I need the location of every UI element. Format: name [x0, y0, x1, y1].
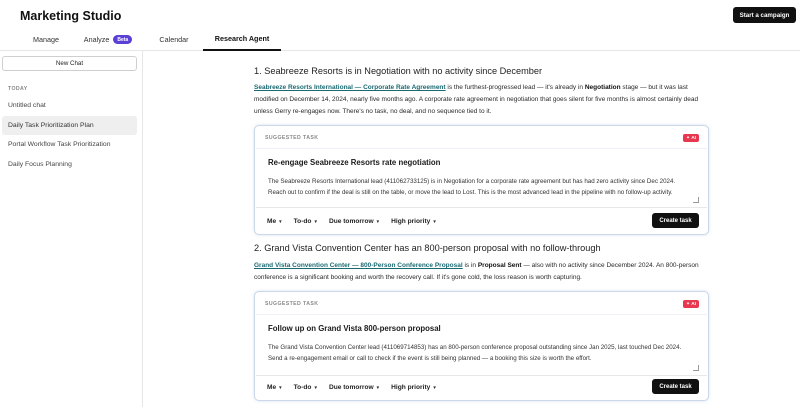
create-task-button[interactable]: Create task — [652, 213, 699, 228]
caret-down-icon: ▼ — [278, 384, 283, 390]
new-chat-button[interactable]: New Chat — [2, 56, 137, 71]
card-label: SUGGESTED TASK — [265, 135, 319, 141]
caret-down-icon: ▼ — [375, 384, 381, 390]
task-description[interactable]: The Seabreeze Resorts International lead (411062733125) is in Negotiation for a corporate rate agreement but has had zero activity since Dec 2024. Reach out to confirm if the deal is still on the table, or move the lead to Lost. This is the most advanced lead in the pipeline with no follow-up activity. — [268, 178, 676, 196]
tab-analyze[interactable] — [80, 28, 136, 51]
due-date-dropdown[interactable]: Due tomorrow ▼ — [328, 383, 381, 391]
suggested-task-card — [254, 125, 709, 235]
suggested-task-card — [254, 291, 709, 401]
caret-down-icon: ▼ — [432, 218, 437, 224]
caret-down-icon: ▼ — [313, 384, 318, 390]
assignee-dropdown[interactable]: Me ▼ — [267, 217, 283, 225]
section-paragraph: Seabreeze Resorts International — Corporate Rate Agreement is the furthest-progressed lead — it's already in Negotiation stage — but it was last modified on December 14, 2024, nearly five months ago. A corporate rate agreement in negotiation that goes silent for five months is almost certainly dead unless Gerry re-engages now. There's no task, no deal, and no sequence tied to it. — [254, 84, 699, 115]
lead-link[interactable]: Grand Vista Convention Center — 800-Person Conference Proposal — [254, 262, 463, 269]
section-heading: 2. Grand Vista Convention Center has an 800-person proposal with no follow-through — [254, 243, 601, 253]
section-heading: 1. Seabreeze Resorts is in Negotiation with no activity since December — [254, 66, 543, 76]
ai-badge: ✦ AI — [683, 134, 699, 142]
tab-calendar[interactable] — [152, 28, 196, 51]
start-campaign-button[interactable]: Start a campaign — [733, 7, 796, 23]
assignee-dropdown[interactable]: Me ▼ — [267, 383, 283, 391]
caret-down-icon: ▼ — [375, 218, 381, 224]
app-title: Marketing Studio — [20, 9, 122, 23]
sidebar-section-heading: TODAY — [8, 86, 28, 92]
resize-handle-icon[interactable] — [693, 197, 699, 203]
task-title[interactable]: Re-engage Seabreeze Resorts rate negotiation — [268, 158, 441, 167]
caret-down-icon: ▼ — [432, 384, 437, 390]
create-task-button[interactable]: Create task — [652, 379, 699, 394]
ai-badge: ✦ AI — [683, 300, 699, 308]
beta-badge: Beta — [113, 35, 132, 44]
tab-label: Manage — [33, 35, 59, 44]
chat-content — [143, 51, 800, 407]
priority-dropdown[interactable]: High priority ▼ — [391, 217, 437, 225]
priority-dropdown[interactable]: High priority ▼ — [391, 383, 437, 391]
main-tabs — [0, 28, 800, 51]
tab-label: Calendar — [159, 35, 189, 44]
task-controls — [267, 379, 448, 395]
chat-item-daily-focus[interactable]: Daily Focus Planning — [8, 161, 72, 168]
tab-label: Research Agent — [214, 34, 270, 43]
caret-down-icon: ▼ — [313, 218, 318, 224]
section-paragraph: Grand Vista Convention Center — 800-Person Conference Proposal is in Proposal Sent — also with no activity since December 2024. An 800-person conference is a significant booking and worth the recovery call. If it's gone cold, the loss reason is worth capturing. — [254, 262, 699, 281]
tab-research-agent[interactable] — [203, 28, 281, 51]
chat-item-daily-task-prioritization[interactable]: Daily Task Prioritization Plan — [2, 116, 137, 135]
task-type-dropdown[interactable]: To-do ▼ — [293, 383, 318, 391]
tab-manage[interactable] — [22, 28, 70, 51]
chat-item-portal-workflow[interactable]: Portal Workflow Task Prioritization — [8, 141, 111, 148]
caret-down-icon: ▼ — [278, 218, 283, 224]
task-controls — [267, 213, 448, 229]
task-editor — [256, 314, 707, 376]
tab-label: Analyze — [83, 35, 110, 44]
resize-handle-icon[interactable] — [693, 365, 699, 371]
card-label: SUGGESTED TASK — [265, 301, 319, 307]
task-type-dropdown[interactable]: To-do ▼ — [293, 217, 318, 225]
task-description[interactable]: The Grand Vista Convention Center lead (411069714853) has an 800-person conference proposal outstanding since Jan 2025, last touched Dec 2024. Send a re-engagement email or call to check if the event is still being planned — a booking this size is worth the effort. — [268, 344, 682, 362]
task-editor — [256, 148, 707, 208]
due-date-dropdown[interactable]: Due tomorrow ▼ — [328, 217, 381, 225]
chat-item-untitled[interactable]: Untitled chat — [8, 102, 46, 109]
lead-link[interactable]: Seabreeze Resorts International — Corporate Rate Agreement — [254, 84, 446, 91]
chat-sidebar — [0, 51, 143, 407]
task-title[interactable]: Follow up on Grand Vista 800-person proposal — [268, 324, 441, 333]
